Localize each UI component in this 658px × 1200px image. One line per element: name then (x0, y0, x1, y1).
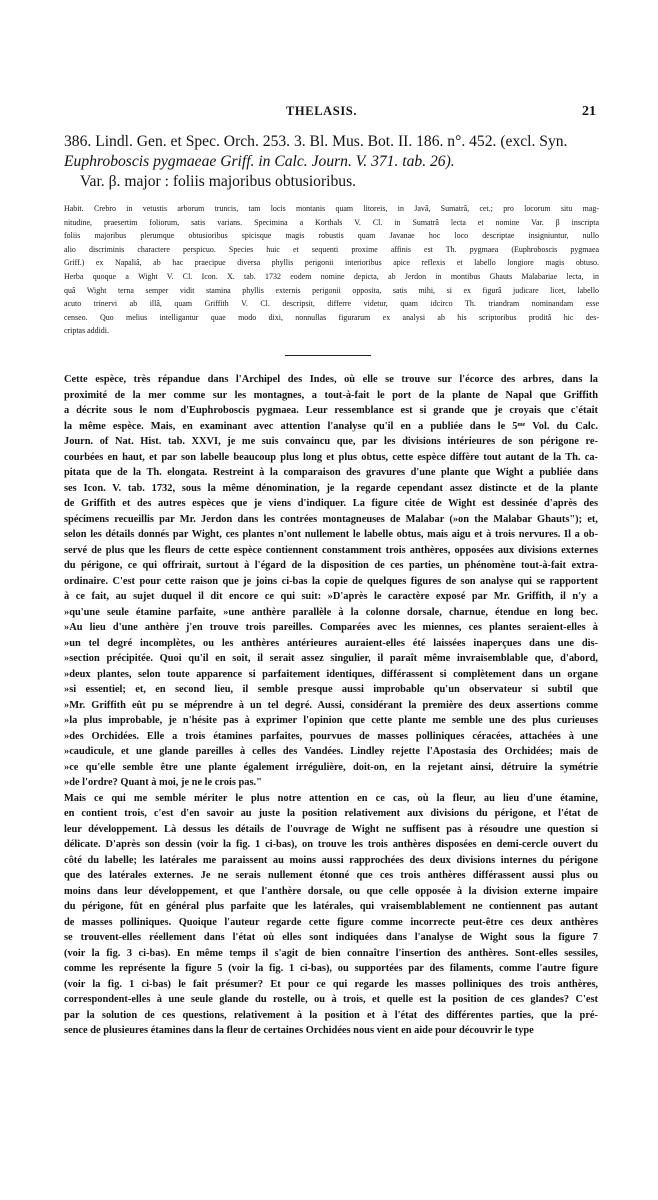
habitat-line: alio discriminis charactere perspicuo. Species huic et sequenti proxime affinis est Th. pygmaea (Euphroboscis pygmaea (64, 244, 599, 254)
text-line: (voir la fig. 1 ci-bas) le fait présumer? Et pour ce qui regarde les masses polliniques des trois anthères, (64, 978, 598, 990)
text-line: Cette espèce, très répandue dans l'Archipel des Indes, où elle se trouve sur l'écorce des arbres, dans la (64, 374, 598, 385)
text-line: correspondent-elles à une seule glande du rostelle, ou à trois, et quelle est la position de ces glandes? C'est (64, 994, 598, 1005)
habitat-paragraph (64, 202, 599, 338)
text-line: »de l'ordre? Quant à moi, je ne le crois pas." (64, 777, 262, 788)
synonymy-line: Euphroboscis pygmaeae Griff. in Calc. Journ. V. 371. tab. 26). (64, 153, 455, 170)
text-line: pitata que de la Th. elongata. Restreint à la comparaison des gravures d'une plante que Wight a publiée dans (64, 467, 598, 478)
text-line: »la plus improbable, je n'hésite pas à exprimer l'opinion que cette plante me semble une des plus curieuses (64, 715, 598, 726)
section-divider (285, 355, 371, 356)
text-line: par la solution de ces questions, relativement à la position et à l'état des différentes parties, que la pré- (64, 1009, 598, 1021)
text-line: de masses polliniques. Quoique l'auteur regarde cette figure comme incorrecte peut-être ces deux anthères (64, 916, 598, 928)
main-text (64, 372, 598, 1039)
text-line: de Griffith et des autres espèces que je viens d'indiquer. La figure citée de Wight est dessinée d'après des (64, 498, 598, 509)
text-line: du périgone, ce qui offrirait, surtout à l'égard de la disposition de ces parties, un phénomène tout-à-fait extra- (64, 560, 598, 571)
text-line: proximité de la mer comme sur les montagnes, a tout-à-fait le port de la plante de Napal que Griffith (64, 389, 598, 401)
text-line: la même espèce. Mais, en examinant avec attention l'analyse qu'il en a publiée dans le 5ᵐᵉ Vol. du Calc. (64, 420, 598, 432)
habitat-line: censeo. Quo melius intelligantur quae modo dixi, nonnullas figurarum ex analysi ab his scriptoribus proditâ hic des- (64, 312, 599, 322)
text-line: du périgone, fût en général plus parfaite que les latérales, qui vraisemblablement ne contiennent pas autant (64, 901, 598, 912)
text-line: »section précipitée. Quoi qu'il en soit, il serait assez singulier, il paraît même invraisemblable que, d'abord, (64, 653, 598, 664)
text-line: »si essentiel; et, en second lieu, il semble presque aussi improbable qu'un observateur si subtil que (64, 684, 598, 695)
text-line: »Au lieu d'une anthère j'en trouve trois pareilles. Comparées avec les miennes, ces plantes seraient-elles à (64, 622, 598, 633)
text-line: Journ. of Nat. Hist. tab. XXVI, je me suis convaincu que, par les divisions intérieures de son périgone re- (64, 436, 598, 447)
text-line: que des latérales externes. Je ne serais nullement étonné que ces trois anthères différassent aussi plus ou (64, 870, 598, 881)
text-line: »ce qu'elle semble être une plante également irrégulière, doit-on, en la rejetant ainsi, détruire la symétrie (64, 761, 598, 773)
text-line: »un tel degré incomplètes, ou les anthères antérieures auraient-elles été laissées inaperçues dans une dis- (64, 637, 598, 649)
habitat-line: acuto trinervi ab illâ, quam Griffith V. Cl. descripsit, differre videtur, quam idcirco Th. triandram nominandam esse (64, 299, 599, 309)
habitat-line: foliis majoribus plerumque obtusioribus spicisque magis robustis quam Javanae hoc loco descriptae insigniuntur, nullo (64, 231, 599, 241)
habitat-line: Griff.) ex Napaliâ, ab hac praecipue diversa phyllis perigonii interioribus apice reflexis et labello longiore magis obtuso. (64, 258, 599, 268)
habitat-line: nitudine, praesertim foliorum, satis varians. Specimina a Korthals V. Cl. in Sumatrâ lecta et nomine Var. β inscripta (64, 217, 599, 227)
text-line: délicate. D'après son dessin (voir la fig. 1 ci-bas), on trouve les trois anthères disposées en demi-cercle ouvert du (64, 839, 598, 850)
text-line: »Mr. Griffith eût pu se méprendre à un tel degré. Aussi, considérant la première des deux assertions comme (64, 699, 598, 711)
text-line: a décrite sous le nom d'Euphroboscis pygmaea. Leur ressemblance est si grande que je croyais que c'était (64, 405, 598, 416)
text-line: »qu'une seule étamine parfaite, »une anthère parallèle à la colonne dorsale, charnue, étendue en long bec. (64, 606, 598, 618)
text-line: sence de plusieures étamines dans la fleur de certaines Orchidées nous vient en aide pour découvrir le type (64, 1025, 534, 1036)
text-line: spécimens recueillis par Mr. Jerdon dans les contrées montagneuses de Malabar (»on the Malabar Ghauts"); et, (64, 513, 598, 525)
text-line: servé de plus que les fleurs de cette espèce contiennent constamment trois anthères, opposées aux divisions externes (64, 544, 598, 556)
running-head (0, 104, 658, 122)
text-line: »deux plantes, selon toute apparence si parfaitement identiques, différassent si complètement dans un organe (64, 668, 598, 680)
text-line: ses Icon. V. tab. 1732, sous la même dénomination, je la regarde cependant assez distincte et de la plante (64, 482, 598, 494)
habitat-line: Herba quoque a Wight V. Cl. Icon. X. tab. 1732 eodem nomine depicta, ab Jerdon in montibus Ghauts Malabariae lecta, in (64, 271, 599, 281)
habitat-line: Habit. Crebro in vetustis arborum truncis, tam locis montanis quam litoreis, in Javâ, Sumatrâ, cet.; pro locorum situ mag- (64, 204, 599, 213)
text-line: »des Orchidées. Elle a trois étamines parfaites, pourvues de masses polliniques céracées, attachées à une (64, 730, 598, 742)
text-line: moins dans leur développement, et que l'anthère dorsale, ou que celle opposée à la division externe impaire (64, 885, 598, 897)
text-line: (voir la fig. 3 ci-bas). En même temps il s'agit de bien connaître l'insertion des anthères. Sont-elles sessiles, (64, 947, 598, 959)
habitat-line: quâ Wight terna semper vidit stamina phyllis externis perigonii opposita, satis mihi, si ex figurâ judicare licet, labello (64, 285, 599, 295)
text-line: comme les représente la figure 5 (voir la fig. 1 ci-bas), ou supportées par des filaments, comme l'autre figure (64, 963, 598, 974)
synonymy-line: 386. Lindl. Gen. et Spec. Orch. 253. 3. Bl. Mus. Bot. II. 186. n°. 452. (excl. Syn. (64, 133, 568, 150)
text-line: Mais ce qui me semble mériter le plus notre attention en ce cas, où la fleur, au lieu d'une étamine, (64, 792, 598, 804)
habitat-line: criptas addidi. (64, 326, 109, 336)
variety-line: Var. β. major : foliis majoribus obtusioribus. (80, 173, 357, 190)
running-title: THELASIS. (286, 104, 358, 118)
text-line: »caudicule, et une glande pareilles à celles des Vandées. Lindley rejette l'Apostasia des Orchidées; mais de (64, 746, 598, 757)
synonymy-block (64, 132, 604, 192)
text-line: en contient trois, c'est d'en savoir au juste la position relativement aux divisions du périgone, et l'état de (64, 808, 598, 819)
text-line: se trouvent-elles réellement dans l'état où elles sont indiquées dans l'analyse de Wight sous la figure 7 (64, 932, 598, 943)
text-line: selon les détails donnés par Wight, ces plantes n'ont nullement le labelle obtus, mais aigu et à trois nervures. Il a ob- (64, 529, 598, 540)
text-line: ordinaire. C'est pour cette raison que je joins ci-bas la copie de quelques figures de son analyse qui se rapportent (64, 575, 598, 587)
text-line: leur développement. Là dessus les détails de l'ouvrage de Wight ne suffisent pas à résoudre une question si (64, 823, 598, 835)
text-line: à ce fait, au sujet duquel il dit encore ce qui suit: »D'après le caractère exposé par Mr. Griffith, il n'y a (64, 591, 598, 602)
page-number: 21 (582, 104, 596, 119)
text-line: courbées en haut, et par son labelle beaucoup plus long et plus obtus, cette espèce diffère tout autant de la Th. ca- (64, 451, 598, 463)
text-line: côté du labelle; les latérales me paraissent au moins aussi rapprochées des deux divisions internes du périgone (64, 854, 598, 866)
